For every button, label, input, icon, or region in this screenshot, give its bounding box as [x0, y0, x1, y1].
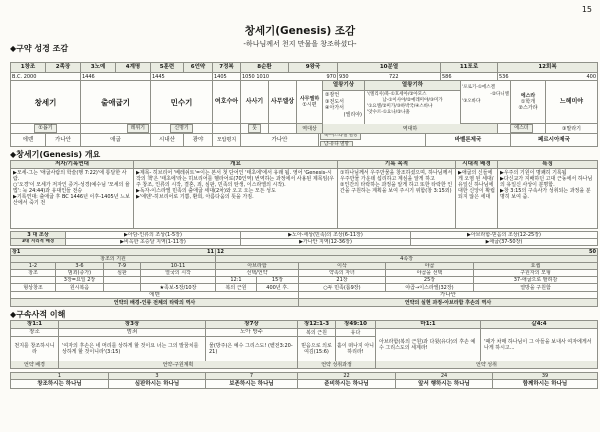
section-title-ot: ◆구약 성경 조감 [10, 44, 69, 53]
covenant-background-summary: 언약의 배경-인류 전체의 타락의 역사 [11, 299, 299, 307]
kingdom-fall-cell [319, 134, 426, 147]
geo-crescent: ▶비옥한 초승달 지역(1-11장) [66, 239, 241, 246]
genesis-overview-table [10, 160, 598, 229]
structure-refs-row: 3장=요일 2장 12:1 15장 21장 25장 37-애굽으로 팔려감 [11, 277, 598, 284]
god-going-before: 앞서 행하시는 하나님 [396, 380, 493, 389]
god-creating: 창조하시는 하나님 [11, 380, 109, 389]
book-nehemiah: 느헤미야 [546, 81, 598, 124]
region-persia: 페르시아제국 [511, 134, 598, 147]
col-purpose-header: 기록 목적 [338, 161, 456, 169]
south-fall: 남-유다 멸망 [320, 141, 353, 148]
patriarch-jacob: 야곱 [386, 263, 474, 270]
col-gen3: 창3장 범죄 '여자의 후손은 네 머리를 상하게 할 것이요 너는 그의 발꿈치를 상하게 할 것이니라'(3:15) [59, 321, 206, 361]
background-cell: ▶애굽의 신들에게 오염 된 세대/유일신 하나님에 대한 신앙이 확립 되지 않은 세대 [456, 169, 498, 229]
ot-regions-row [11, 134, 598, 147]
ancestor-noah: ▶노아-세상(민족)의 조상(6-11장) [241, 232, 411, 239]
ancestors-row [11, 232, 598, 239]
subbook-1chronicles: 역대상 [297, 124, 323, 134]
date-cell: 1405 [213, 73, 241, 81]
book-joshua: 여호수아 [213, 81, 241, 124]
subbook-deuteronomy: 신명기 [170, 124, 193, 133]
geo-canaan: ▶가나안 지역(12-36장) [241, 239, 411, 246]
col-features-header: 특징 [498, 161, 598, 169]
ancestor-adam: ▶아담-인류의 조상(1-5장) [66, 232, 241, 239]
region-wilderness: 광야 [184, 134, 213, 147]
features-cell: ▶우주의 기원이 명쾌히 기록됨 ▶다신교가 지배하던 고대 근동에서 하나님의 유일신 사상이 분명함. ▶창 3:15의 구속사가 성취되는 과정을 분명히 보여 줌. [498, 169, 598, 229]
col-gen7: 창7장 노아 방주 물(방주)은 예수 그리스도! (벧전3:20-21) [206, 321, 298, 361]
god-works-chapters-row: 1 3 7 22 24 39 [11, 373, 598, 380]
period-cell: 5훈련 [151, 63, 184, 73]
date-cell: 1050 1010 970 [242, 73, 336, 80]
region-canaan: 가나안 [46, 134, 81, 147]
structure-details-row: 형상창조 원시복음 ★족보-5장/10장 복의 근원 400년 후. ○두 민족(롬9장) 야곱→이스라엘(32장) 열방을 구원함 [11, 284, 598, 292]
north-fall: 북-이스라엘 멸망 [320, 134, 361, 140]
region-canaan2: 가나안 [241, 134, 319, 147]
redemptive-table [10, 320, 598, 369]
structure-title-row [11, 256, 598, 263]
structure-region-row [11, 292, 598, 299]
book-1kings: 열왕기상 [323, 81, 364, 91]
footer-covenant-plan: 언약-구원계획 [59, 361, 298, 369]
col-author-header: 저자/기록연대 [11, 161, 134, 169]
patriarch-abraham: 아브라함 [216, 263, 299, 270]
exile-books-cell: '포로기-①에스겔 -②다니엘 '③오바댜 [461, 81, 511, 124]
book-2kings-cell: 열왕기하 '(엘리사)북-①호세아/②아모스 남-①이사야/②예레미야/③미가 '①요엘/②미가/③하박국/④스바냐 '앗수르-①요나/②나훔 [365, 81, 461, 124]
subbook-malachi: ③말라기 [546, 124, 598, 134]
period-cell: 4계명 [116, 63, 151, 73]
book-1kings-cell: 열왕기상 ②잠언 ③전도서 ④아가서 (엘리야) [323, 81, 365, 124]
overview-header-row [11, 161, 598, 169]
ot-overview-table [10, 62, 598, 147]
period-cell: 9왕국 [289, 63, 338, 73]
patriarch-isaac: 이삭 [299, 263, 386, 270]
footer-covenant-process: 언약 성취과정 [298, 361, 376, 369]
book-ezra-cell: 에스라 ①학개 ②스가랴 [511, 81, 546, 124]
date-cell: 586 [441, 73, 498, 81]
col-gal4: 갈4:4 '때가 차매 하나님이 그 아들을 보내사 여자에게서 나게 하시고... [481, 321, 598, 361]
col-outline-header: 개요 [134, 161, 338, 169]
subbook-deuteronomy-cell [151, 124, 213, 134]
god-preparing: 준비하시는 하나님 [298, 380, 396, 389]
footer-covenant-background: 언약 배경 [11, 361, 59, 369]
subbook-leviticus-cell [81, 124, 151, 134]
geography-label: 3대 지리적 배경 [11, 239, 66, 246]
date-cell: 930 722 [338, 73, 441, 81]
col-gen12: 창12:1-3 복의 근원 믿음으로 의로 여김(15:6) [298, 321, 336, 361]
subbook-esther-cell [498, 124, 546, 134]
col-background-header: 시대적 배경 [456, 161, 498, 169]
subbook-2chronicles: 역대하 [323, 124, 498, 134]
subbook-job-cell [11, 124, 81, 134]
subbook-esther: 에스더 [510, 124, 533, 133]
ancestor-abraham: ▶아브라함-믿음의 조상(12-25장) [411, 232, 598, 239]
book-numbers: 민수기 [151, 81, 213, 124]
geo-egypt: ▶애굽(37-50장) [411, 239, 598, 246]
ancestors-table [10, 231, 598, 246]
ot-books-row [11, 81, 598, 124]
subbook-ruth: 룻 [248, 124, 261, 133]
geography-row [11, 239, 598, 246]
date-cell: B.C. 2000 [11, 73, 81, 81]
god-works-labels-row [11, 380, 598, 389]
chapter-range-row: 창1 11 12 50 [12, 249, 596, 255]
god-preserving: 보존하시는 하나님 [206, 380, 298, 389]
god-judging: 심판하시는 하나님 [109, 380, 206, 389]
region-canaan-span: 가나안 [299, 292, 598, 299]
ancestors-label: 3 대 조상 [11, 232, 66, 239]
overview-body-row [11, 169, 598, 229]
region-babylon: 바벨론제국 [426, 134, 511, 147]
structure-table [10, 248, 598, 307]
book-1samuel: 사무엘상 [269, 81, 297, 124]
period-cell: 2족장 [46, 63, 81, 73]
covenant-fulfillment-summary: 언약의 실현 과정-아브라함 후손의 역사 [299, 299, 598, 307]
period-cell: 6언약 [184, 63, 213, 73]
date-cell: 536 400 [499, 73, 596, 80]
page-number: 15 [581, 5, 592, 14]
book-2samuel: 사무엘하 ①시편 [297, 81, 323, 124]
page-subtitle: -하나님께서 천지 만물을 창조하셨다- [243, 40, 357, 48]
col-gen1: 창1:1 창조 천지를 창조하시니라 [11, 321, 59, 361]
ot-dates-row [11, 73, 598, 81]
patriarch-joseph: 요셉 [474, 263, 598, 270]
ot-subbooks-row [11, 124, 598, 134]
region-sinai: 시내산 [151, 134, 184, 147]
section-title-overview: ◆창세기(Genesis) 개요 [10, 150, 101, 159]
ot-periods-row [11, 63, 598, 73]
book-exodus: 출애굽기 [81, 81, 151, 124]
period-cell: 1창조 [11, 63, 46, 73]
period-cell: 3노예 [81, 63, 116, 73]
structure-summary-row [11, 299, 598, 307]
book-judges: 사사기 [241, 81, 269, 124]
outline-cell: ▶제목- 히브리어 '베레쉬트'=이는 본서 첫 단어인 '태초에'에서 유래 됨. 영어 'Genesis-시작의 책'은 '태초에'라는 히브리어를 헬라어로(70인역) 번역하는 과정에서 사용된 제목임(우주 창조, 인류의 시작, 결혼, 죄, 심판, 민족의 탄생, 이스라엘의 시작). ▶독자-이스라엘 민족의 출애굽 세대(2차)와 오고 오는 모든 성도 ▶'에덴'-히브리어로 기쁨, 환희, 아름다움의 뜻을 가짐. [134, 169, 338, 229]
covenant-footer-row [11, 361, 598, 369]
god-works-table [10, 372, 598, 389]
region-eden-span: 에덴 [11, 292, 299, 299]
footer-covenant-fulfillment: 언약 성취 [376, 361, 598, 369]
subbook-ruth-cell [241, 124, 269, 134]
col-gen49: 창49:10 유다 홀이 떠나지 아니하리라! [336, 321, 376, 361]
region-moab: 모압평지 [213, 134, 241, 147]
region-eden: 에덴 [11, 134, 46, 147]
purpose-cell: ①하나님께서 우주만물을 창조하셨으며, 하나님께서 우주만물 가운데 섭리하고 계심을 알게 하고 ②인간의 타락하는 과정을 알게 하고 또한 타락한 인간을 구원하는 계획을 보여 주시기 위함(창 3:15외) [338, 169, 456, 229]
region-egypt: 애굽 [81, 134, 151, 147]
period-cell: 10분열 [338, 63, 441, 73]
god-being-with: 함께하시는 하나님 [493, 380, 598, 389]
date-cell: 1445 [151, 73, 213, 81]
subbook-job: ①욥기 [34, 124, 56, 133]
period-cell: 7정복 [213, 63, 241, 73]
book-genesis: 창세기 [11, 81, 81, 124]
section-title-redemptive: ◆구속사적 이해 [10, 310, 66, 319]
period-cell: 12회복 [498, 63, 598, 73]
author-cell: ▶모세-그는 '애굽사람의 학술(행 7:22)'에 통달한 사람. ○'오경'이 모세가 저자인 증거-성경(예수님 '모세의 율법': 눅 24:44)과 유대인들 전승 ▶기록연대: 출애굽 후 BC 1446년 이후-1405년 느보산에서 죽기 전 [11, 169, 134, 229]
period-cell: 11포로 [441, 63, 498, 73]
col-matt1: 마1:1 아브라함(복의 근원)과 다윗(유다)의 후손 예수 그리스도의 세계라! [376, 321, 481, 361]
book-2kings: 열왕기하 [365, 81, 460, 91]
origins-title: 창조의 기원 [11, 256, 216, 263]
patriarchs-title: 4족장 [216, 256, 598, 263]
book-ezra: 에스라 [520, 93, 536, 99]
structure-theme-row: 창조 범죄(증가) 심판 열국의 시작 선택/언약 약속의 자녀 야곱을 선택 구원자의 모형 [11, 270, 598, 277]
subbook-leviticus: 레위기 [127, 124, 150, 133]
period-cell: 8순환 [241, 63, 289, 73]
page-title: 창세기(Genesis) 조감 [244, 25, 356, 37]
structure-cols-row: 1-2 3-6 7-9 10-11 아브라함 이삭 야곱 요셉 [11, 263, 598, 270]
date-cell: 1446 [81, 73, 151, 81]
